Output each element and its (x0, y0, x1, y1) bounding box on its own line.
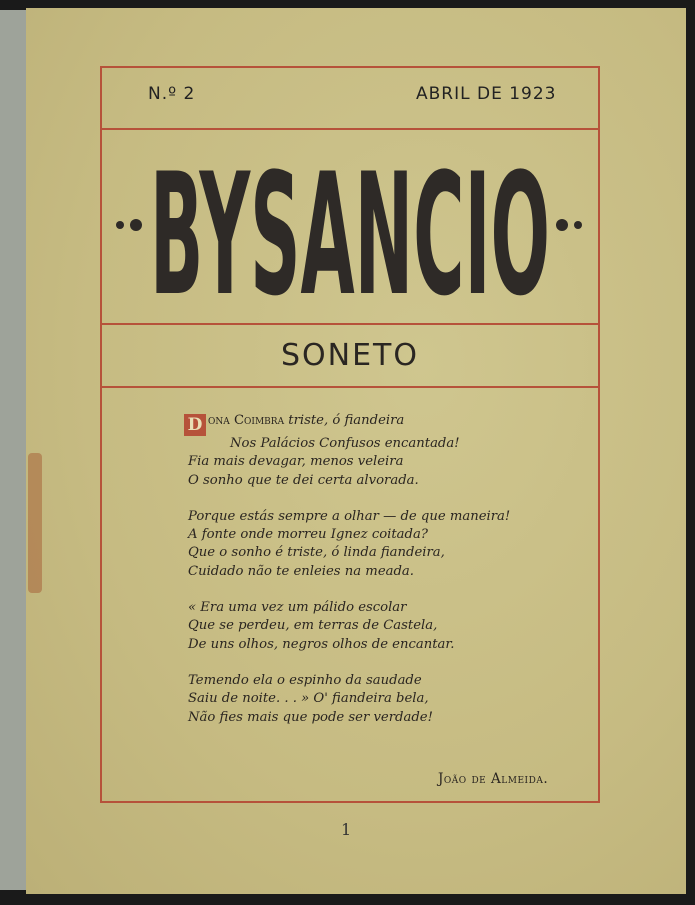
poem-line: Nos Palácios Confusos encantada! (230, 436, 460, 451)
stanza-4 (188, 672, 578, 727)
poem-line: « Era uma vez um pálido escolar (188, 600, 407, 616)
masthead (112, 145, 588, 310)
poem-line-smallcaps: ona Coimbra (208, 413, 285, 428)
drop-cap: D (184, 414, 206, 436)
poem-line: Que o sonho é triste, ó linda fiandeira, (188, 545, 445, 561)
poem-line: Porque estás sempre a olhar — de que maneira! (188, 508, 511, 524)
masthead-title: BYSANCIO (150, 145, 550, 310)
poem-line: De uns olhos, negros olhos de encantar. (188, 636, 455, 652)
left-ornament-dot (116, 221, 124, 229)
author-signature: João de Almeida. (438, 771, 549, 787)
section-rule (100, 386, 600, 388)
stanza-3 (188, 599, 578, 654)
poem-line: A fonte onde morreu Ignez coitada? (188, 527, 428, 543)
masthead-svg (112, 145, 588, 310)
poem-line: O sonho que te dei certa alvorada. (188, 472, 419, 488)
poem-line (188, 412, 578, 435)
header-rule (100, 128, 600, 130)
poem-line: Cuidado não te enleies na meada. (188, 563, 414, 579)
poem-line: Temendo ela o espinho da saudade (188, 672, 422, 688)
right-ornament-dot (556, 219, 568, 231)
poem (188, 412, 578, 745)
stanza-2 (188, 508, 578, 581)
poem-line-rest: triste, ó fiandeira (284, 413, 405, 428)
issue-number: N.º 2 (148, 84, 196, 104)
left-ornament-dot (130, 219, 142, 231)
masthead-rule (100, 323, 600, 325)
issue-date: ABRIL DE 1923 (416, 84, 557, 104)
poem-line: Saiu de noite. . . » O' fiandeira bela, (188, 691, 429, 707)
poem-line: Fia mais devagar, menos veleira (188, 454, 404, 470)
right-ornament-dot (574, 221, 582, 229)
section-title: SONETO (281, 338, 419, 373)
stanza-1 (188, 412, 578, 490)
paper-stain (28, 453, 42, 593)
page-number: 1 (341, 820, 352, 839)
poem-line: Que se perdeu, em terras de Castela, (188, 618, 438, 634)
book-spine (0, 10, 29, 890)
poem-line: Não fies mais que pode ser verdade! (188, 709, 433, 725)
